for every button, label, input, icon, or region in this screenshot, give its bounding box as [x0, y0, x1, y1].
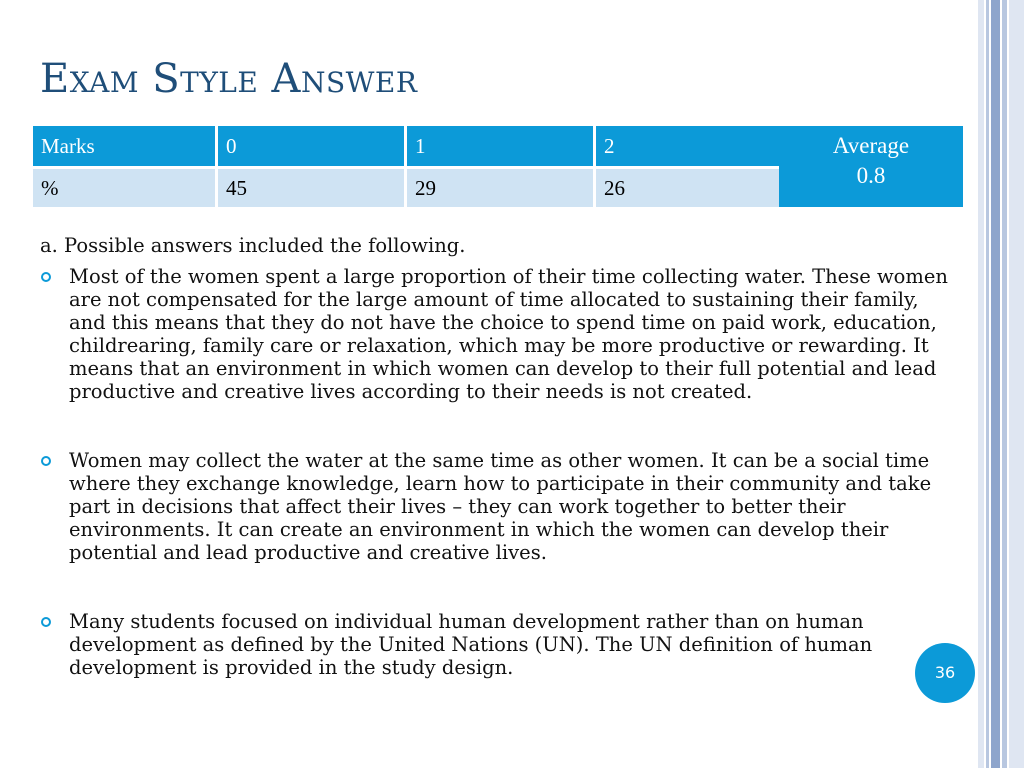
bullet-text: Women may collect the water at the same time as other women. It can be a social time where they exchange knowledge, learn how to participate in their community and take part in decisions that affect their lives – they can work together to better their environments. It can create an environment in which the women can develop their potential and lead productive and creative lives.	[69, 449, 932, 564]
average-box	[779, 126, 963, 207]
decorative-edge-bar	[986, 0, 989, 768]
slide-title: Exam Style Answer	[40, 56, 418, 102]
table-header-cell: 1	[407, 126, 593, 169]
intro-text: a. Possible answers included the following.	[40, 234, 466, 257]
list-item	[40, 449, 950, 564]
average-value: 0.8	[856, 163, 886, 188]
list-item	[40, 265, 950, 403]
table-cell: 26	[596, 169, 782, 207]
marks-table	[30, 126, 785, 207]
bullet-circle-icon	[41, 617, 51, 627]
table-header-cell: Marks	[33, 126, 215, 169]
table-header-row	[33, 126, 782, 169]
bullet-text: Many students focused on individual human development rather than on human development as defined by the United Nations (UN). The UN definition of human development is provided in the study design.	[69, 610, 873, 679]
decorative-edge-bar	[991, 0, 1000, 768]
bullet-text: Most of the women spent a large proportion of their time collecting water. These women are not compensated for the large amount of time allocated to sustaining their family, and this means that they do not have the choice to spend time on paid work, education, childrearing, family care or relaxation, which may be more productive or rewarding. It means that an environment in which women can develop to their full potential and lead productive and creative lives according to their needs is not created.	[69, 265, 948, 403]
table-row	[33, 169, 782, 207]
bullet-circle-icon	[41, 272, 51, 282]
decorative-edge-bar	[1009, 0, 1024, 768]
table-cell: %	[33, 169, 215, 207]
page-number-badge: 36	[915, 643, 975, 703]
list-item	[40, 610, 950, 679]
table-cell: 29	[407, 169, 593, 207]
table-header-cell: 0	[218, 126, 404, 169]
average-label: Average	[832, 133, 910, 158]
decorative-edge-bar	[978, 0, 984, 768]
bullet-circle-icon	[41, 456, 51, 466]
table-cell: 45	[218, 169, 404, 207]
table-header-cell: 2	[596, 126, 782, 169]
decorative-edge-bar	[1002, 0, 1007, 768]
answer-content	[40, 234, 950, 725]
